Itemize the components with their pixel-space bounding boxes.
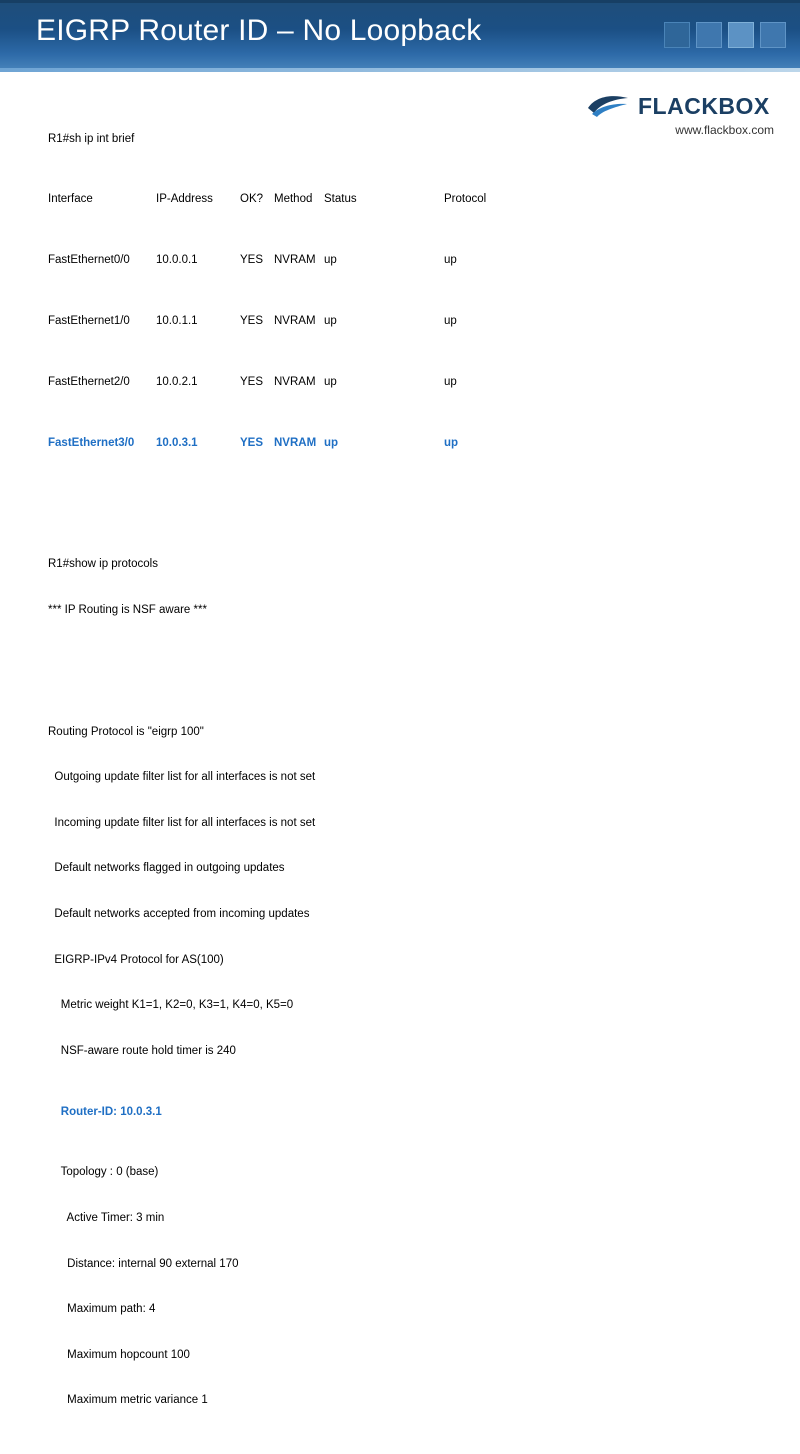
- table-row: [48, 253, 608, 268]
- logo-row: [586, 92, 776, 120]
- cell-status: up: [324, 436, 339, 449]
- nsf-aware-line: *** IP Routing is NSF aware ***: [48, 603, 207, 616]
- protocol-line: EIGRP-IPv4 Protocol for AS(100): [48, 953, 224, 966]
- cell-status: up: [324, 254, 337, 267]
- cell-ok: YES: [240, 254, 264, 267]
- cell-protocol: up: [444, 315, 457, 328]
- cell-ip-address: 10.0.0.1: [156, 254, 198, 267]
- cell-interface: FastEthernet0/0: [48, 254, 130, 267]
- protocol-line: Metric weight K1=1, K2=0, K3=1, K4=0, K5=0: [48, 999, 294, 1012]
- cell-interface: FastEthernet3/0: [48, 436, 135, 449]
- square-3-icon: [728, 22, 754, 48]
- header-bottom-rule: [0, 68, 800, 72]
- header-protocol: Protocol: [444, 193, 487, 206]
- cell-ip-address: 10.0.3.1: [156, 436, 198, 449]
- cell-ok: YES: [240, 436, 264, 449]
- header-top-rule: [0, 0, 800, 3]
- cell-ip-address: 10.0.2.1: [156, 375, 198, 388]
- cell-status: up: [324, 315, 337, 328]
- cell-method: NVRAM: [274, 254, 316, 267]
- cell-ok: YES: [240, 375, 264, 388]
- cell-protocol: up: [444, 254, 457, 267]
- protocol-line: Active Timer: 3 min: [48, 1212, 165, 1224]
- cell-method: NVRAM: [274, 375, 316, 388]
- square-2-icon: [696, 22, 722, 48]
- cell-protocol: up: [444, 436, 459, 449]
- header-method: Method: [274, 193, 313, 206]
- slide-header: [0, 0, 800, 72]
- protocol-line: Incoming update filter list for all interfaces is not set: [48, 816, 316, 829]
- console-table-header: [48, 192, 608, 207]
- cell-interface: FastEthernet2/0: [48, 375, 130, 388]
- cell-ok: YES: [240, 315, 264, 328]
- protocol-line: Distance: internal 90 external 170: [48, 1257, 239, 1270]
- router-id-line: Router-ID: 10.0.3.1: [48, 1105, 162, 1118]
- page-title: EIGRP Router ID – No Loopback: [36, 14, 482, 47]
- console-output: [48, 86, 608, 1454]
- protocol-line: Outgoing update filter list for all interfaces is not set: [48, 771, 316, 784]
- table-row-highlighted: [48, 436, 608, 451]
- header-status: Status: [324, 193, 357, 206]
- cell-status: up: [324, 375, 337, 388]
- protocol-line: Topology : 0 (base): [48, 1166, 159, 1179]
- header-ip-address: IP-Address: [156, 193, 213, 206]
- header-ok: OK?: [240, 193, 264, 206]
- logo-wordmark: FLACKBOX: [638, 92, 770, 119]
- logo-url: www.flackbox.com: [675, 123, 774, 137]
- protocol-line: Default networks flagged in outgoing updates: [48, 862, 285, 875]
- protocol-line: Maximum hopcount 100: [48, 1348, 190, 1361]
- protocol-line: Default networks accepted from incoming updates: [48, 907, 310, 920]
- table-row: [48, 314, 608, 329]
- header-decoration-squares: [664, 22, 786, 48]
- table-row: [48, 375, 608, 390]
- cell-method: NVRAM: [274, 315, 316, 328]
- spacer: [48, 496, 608, 511]
- square-4-icon: [760, 22, 786, 48]
- cell-protocol: up: [444, 375, 457, 388]
- cell-interface: FastEthernet1/0: [48, 315, 130, 328]
- console-command-1: R1#sh ip int brief: [48, 132, 135, 145]
- spacer: [48, 664, 608, 679]
- protocol-line: Routing Protocol is "eigrp 100": [48, 725, 204, 738]
- square-1-icon: [664, 22, 690, 48]
- protocol-line: Maximum path: 4: [48, 1303, 156, 1316]
- protocol-line: NSF-aware route hold timer is 240: [48, 1044, 236, 1057]
- cell-method: NVRAM: [274, 436, 317, 449]
- header-interface: Interface: [48, 193, 93, 206]
- cell-ip-address: 10.0.1.1: [156, 315, 198, 328]
- brand-logo: [586, 92, 776, 137]
- console-command-2: R1#show ip protocols: [48, 558, 158, 571]
- protocol-line: Maximum metric variance 1: [48, 1394, 208, 1407]
